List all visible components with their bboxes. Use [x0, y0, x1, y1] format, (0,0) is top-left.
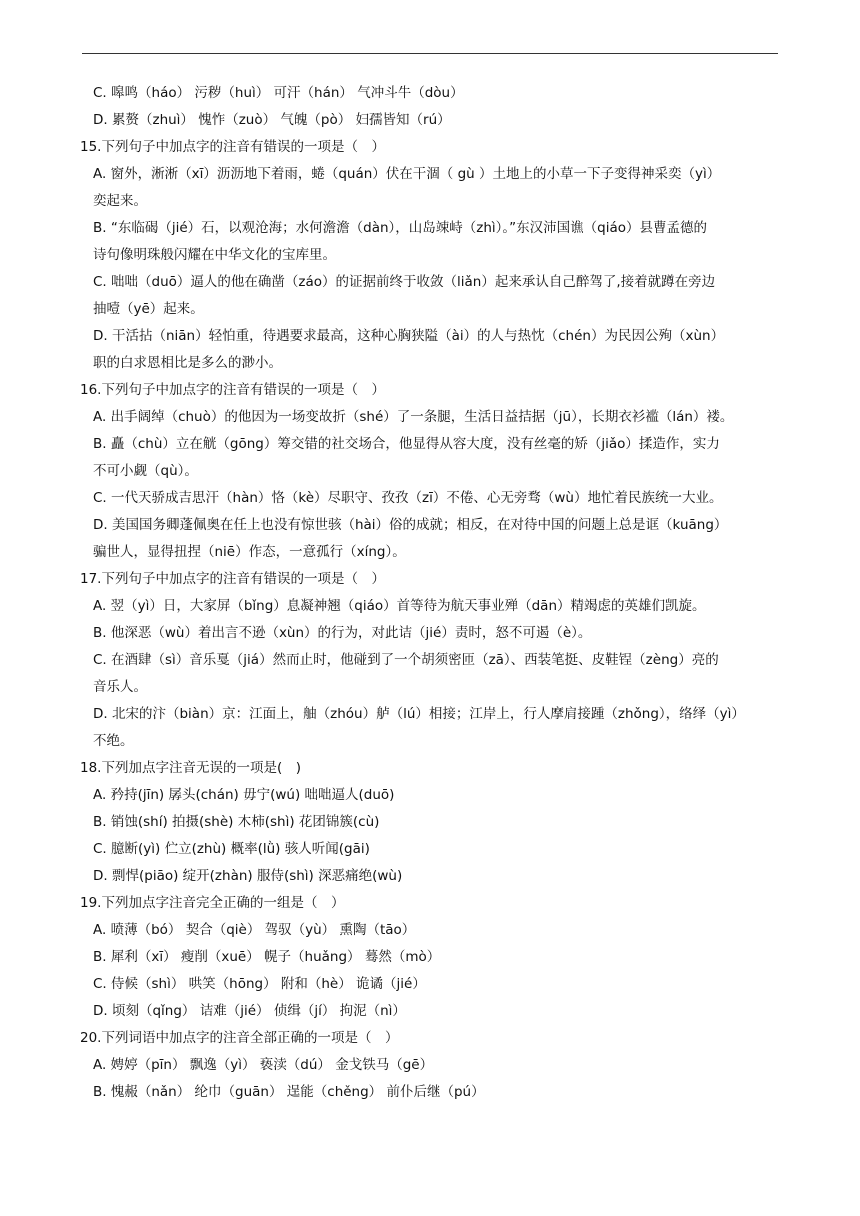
- answer-option: C. 嗥鸣（háo） 污秽（huì） 可汗（hán） 气冲斗牛（dòu）: [93, 85, 464, 101]
- question-stem: 19.下列加点字注音完全正确的一组是（ ）: [80, 895, 345, 911]
- answer-option: D. 顷刻（qǐng） 诘难（jié） 侦缉（jí） 拘泥（nì）: [93, 1003, 406, 1019]
- answer-option: A. 出手阔绰（chuò）的他因为一场变故折（shé）了一条腿，生活日益拮据（jū），长期衣衫褴（lán）褛。: [93, 409, 734, 425]
- option-continuation: 骗世人，显得扭捏（niē）作态，一意孤行（xíng）。: [93, 544, 406, 560]
- answer-option: B. 销蚀(shí) 拍摄(shè) 木柿(shì) 花团锦簇(cù): [93, 814, 380, 830]
- option-continuation: 音乐人。: [93, 679, 147, 695]
- answer-option: A. 喷薄（bó） 契合（qiè） 驾驭（yù） 熏陶（tāo）: [93, 922, 416, 938]
- header-rule: [82, 53, 778, 54]
- question-stem: 20.下列词语中加点字的注音全部正确的一项是（ ）: [80, 1030, 399, 1046]
- answer-option: C. 侍候（shì） 哄笑（hōng） 附和（hè） 诡谲（jié）: [93, 976, 426, 992]
- answer-option: B. 愧赧（nǎn） 纶巾（guān） 逞能（chěng） 前仆后继（pú）: [93, 1084, 485, 1100]
- document-body: [80, 80, 780, 1106]
- answer-option: C. 咄咄（duō）逼人的他在确凿（záo）的证据前终于收敛（liǎn）起来承认自己醉驾了,接着就蹲在旁边: [93, 274, 716, 290]
- question-stem: 18.下列加点字注音无误的一项是( ): [80, 760, 302, 776]
- question-stem: 16.下列句子中加点字的注音有错误的一项是（ ）: [80, 382, 385, 398]
- option-continuation: 职的白求恩相比是多么的渺小。: [93, 355, 282, 371]
- answer-option: C. 一代天骄成吉思汗（hàn）恪（kè）尽职守、孜孜（zī）不倦、心无旁骛（wù）地忙着民族统一大业。: [93, 490, 723, 506]
- option-continuation: 抽噎（yē）起来。: [93, 301, 204, 317]
- answer-option: D. 干活拈（niān）轻怕重，待遇要求最高，这种心胸狭隘（ài）的人与热忱（chén）为民因公殉（xùn）: [93, 328, 725, 344]
- answer-option: A. 翌（yì）日，大家屏（bǐng）息凝神翘（qiáo）首等待为航天事业殚（dān）精竭虑的英雄们凯旋。: [93, 598, 706, 614]
- answer-option: B. “东临碣（jié）石，以观沧海；水何澹澹（dàn），山岛竦峙（zhì）。”东汉沛国谯（qiáo）县曹孟德的: [93, 220, 708, 236]
- answer-option: B. 犀利（xī） 瘦削（xuē） 幌子（huǎng） 蓦然（mò）: [93, 949, 441, 965]
- question-stem: 15.下列句子中加点字的注音有错误的一项是（ ）: [80, 139, 385, 155]
- answer-option: D. 北宋的汴（biàn）京：江面上，舳（zhóu）舻（lú）相接；江岸上，行人摩肩接踵（zhǒng），络绎（yì）: [93, 706, 745, 722]
- question-stem: 17.下列句子中加点字的注音有错误的一项是（ ）: [80, 571, 385, 587]
- answer-option: B. 矗（chù）立在觥（gōng）筹交错的社交场合，他显得从容大度，没有丝毫的矫（jiǎo）揉造作，实力: [93, 436, 720, 452]
- answer-option: D. 累赘（zhuì） 愧怍（zuò） 气魄（pò） 妇孺皆知（rú）: [93, 112, 451, 128]
- answer-option: A. 矜持(jīn) 孱头(chán) 毋宁(wú) 咄咄逼人(duō): [93, 787, 395, 803]
- answer-option: C. 臆断(yì) 伫立(zhù) 概率(lǜ) 骇人听闻(gāi): [93, 841, 370, 857]
- answer-option: D. 美国国务卿蓬佩奥在任上也没有惊世骇（hài）俗的成就；相反，在对待中国的问题上总是诓（kuāng）: [93, 517, 728, 533]
- option-continuation: 奕起来。: [93, 193, 147, 209]
- answer-option: D. 剽悍(piāo) 绽开(zhàn) 服侍(shì) 深恶痛绝(wù): [93, 868, 403, 884]
- option-continuation: 不可小觑（qù）。: [93, 463, 198, 479]
- option-continuation: 诗句像明珠般闪耀在中华文化的宝库里。: [93, 247, 336, 263]
- answer-option: C. 在酒肆（sì）音乐戛（jiá）然而止时，他碰到了一个胡须密匝（zā）、西装笔挺、皮鞋锃（zèng）亮的: [93, 652, 719, 668]
- option-continuation: 不绝。: [93, 733, 134, 749]
- answer-option: A. 窗外，淅淅（xī）沥沥地下着雨，蜷（quán）伏在干涸（ gù ）土地上的小草一下子变得神采奕（yì）: [93, 166, 721, 182]
- answer-option: A. 娉婷（pīn） 飘逸（yì） 亵渎（dú） 金戈铁马（gē）: [93, 1057, 434, 1073]
- answer-option: B. 他深恶（wù）着出言不逊（xùn）的行为，对此诘（jié）责时，怒不可遏（è）。: [93, 625, 592, 641]
